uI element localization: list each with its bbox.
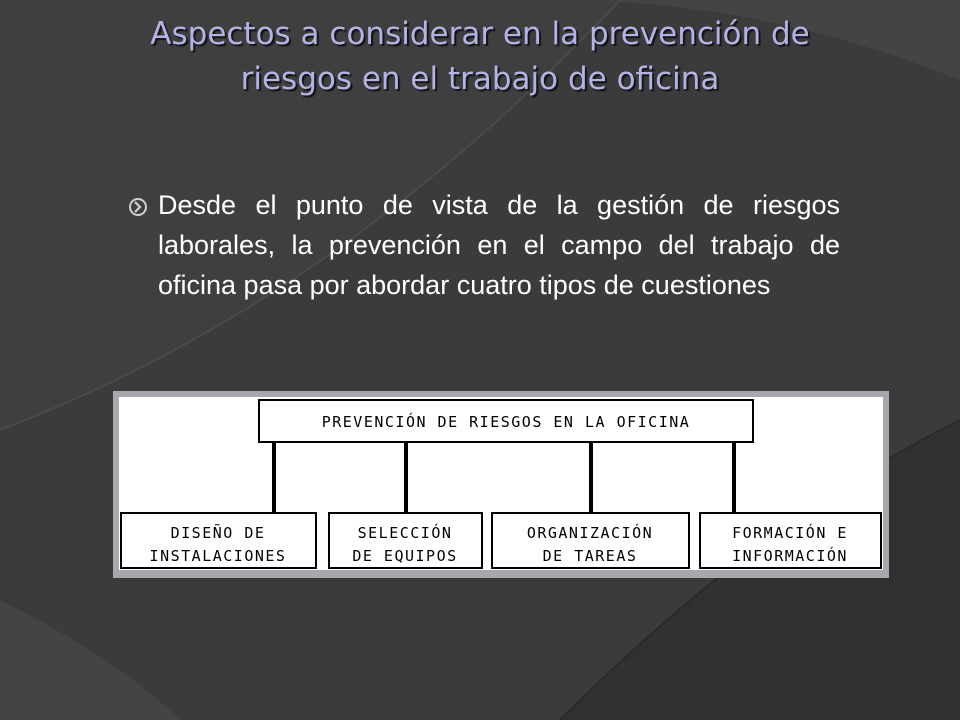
- org-diagram: [119, 397, 883, 570]
- circled-arrow-icon: [120, 189, 158, 227]
- slide-title: [40, 12, 920, 102]
- child-4-line-1: FORMACIÓN E: [732, 524, 848, 542]
- child-1-line-1: DISEÑO DE: [170, 524, 266, 542]
- title-line-2: riesgos en el trabajo de oficina: [240, 61, 720, 97]
- org-diagram-frame: [113, 391, 889, 578]
- child-3-line-2: DE TAREAS: [542, 547, 638, 565]
- bullet-item: [120, 185, 840, 305]
- root-label: PREVENCIÓN DE RIESGOS EN LA OFICINA: [321, 413, 691, 431]
- bullet-text: Desde el punto de vista de la gestión de riesgos laborales, la prevención en el campo del trabajo de oficina pasa por abordar cuatro tipos de cuestiones: [158, 190, 840, 300]
- child-2-line-1: SELECCIÓN: [357, 524, 453, 542]
- child-2-line-2: DE EQUIPOS: [352, 547, 458, 565]
- child-3-line-1: ORGANIZACIÓN: [526, 524, 654, 542]
- child-1-line-2: INSTALACIONES: [149, 547, 287, 565]
- org-diagram-canvas: [119, 397, 883, 570]
- child-4-line-2: INFORMACIÓN: [732, 547, 848, 565]
- title-line-1: Aspectos a considerar en la prevención de: [150, 16, 810, 52]
